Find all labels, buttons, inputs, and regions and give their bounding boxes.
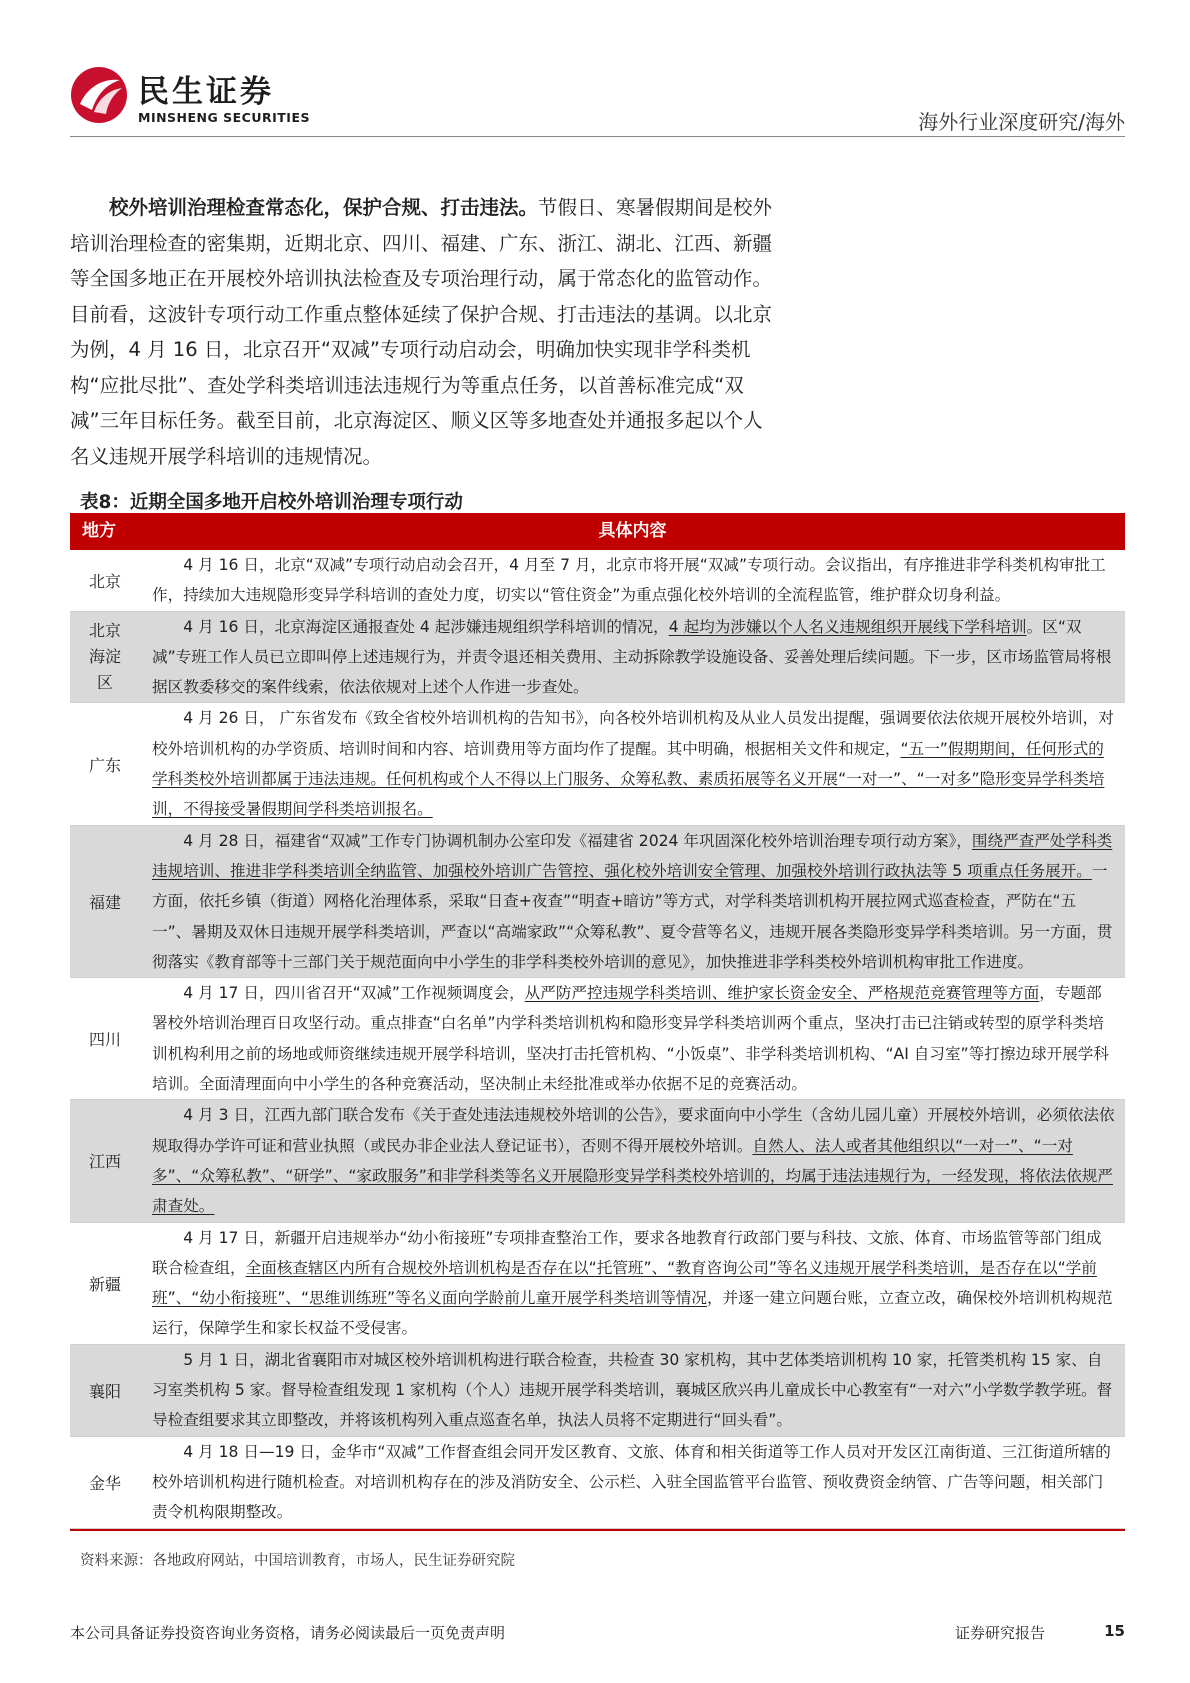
table-row [70,826,1125,978]
content-text-post: 。区“双减”专班工作人员已立即叫停上述违规行为，并责令退还相关费用、主动拆除教学设施设备、妥善处理后续问题。下一步，区市场监管局将根据区教委移交的案件线索，依法依规对上述个人作进一步查处。 [152,617,1112,697]
content-cell [70,703,1125,824]
page-header [70,64,1125,138]
table-bottom-rule [70,1529,1125,1531]
table-caption: 表8：近期全国多地开启校外培训治理专项行动 [80,492,463,513]
table-row [70,1345,1125,1437]
content-cell [70,612,1125,703]
header-content: 具体内容 [598,521,667,541]
policy-table [70,513,1125,1531]
table-row [70,1100,1125,1222]
content-cell [70,1100,1125,1221]
table-row [70,1437,1125,1529]
content-text-underlined: 自然人、法人或者其他组织以“一对一”、“一对多”、“众筹私教”、“研学”、“家政服务”和非学科类等名义开展隐形变异学科类校外培训的，均属于违法违规行为，一经发现，将依法依规严肃查处。 [152,1136,1113,1216]
content-text-underlined: 4 起均为涉嫌以个人名义违规组织开展线下学科培训 [668,617,1027,636]
content-text-pre: 4 月 16 日，北京海淀区通报查处 4 起涉嫌违规组织学科培训的情况， [183,617,669,636]
table-row [70,612,1125,704]
content-text-post: ，并逐一建立问题台账，立查立改，确保校外培训机构规范运行，保障学生和家长权益不受侵害。 [152,1289,1113,1338]
body-paragraph [70,190,782,474]
logo-text-en: MINSHENG SECURITIES [138,110,310,125]
content-text-pre: 4 月 18 日—19 日，金华市“双减”工作督查组会同开发区教育、文旅、体育和相关街道等工作人员对开发区江南街道、三江街道所辖的校外培训机构进行随机检查。对培训机构存在的涉及消防安全、公示栏、入驻全国监管平台监管、预收费资金纳管、广告等问题，相关部门责令机构限期整改。 [152,1442,1111,1522]
content-text-pre: 5 月 1 日，湖北省襄阳市对城区校外培训机构进行联合检查，共检查 30 家机构，其中艺体类培训机构 10 家，托管类机构 15 家、自习室类机构 5 家。督导检查组发现 1 家机构（个人）违规开展学科类培训，襄城区欣兴冉儿童成长中心教室有“一对六”小学数学教学班。督导检查组要求其立即整改，并将该机构列入重点巡查名单，执法人员将不定期进行“回头看”。 [152,1350,1113,1430]
footer-disclaimer: 本公司具备证券投资咨询业务资格，请务必阅读最后一页免责声明 [70,1624,506,1642]
region-cell: 新疆 [88,1274,121,1294]
content-text-underlined: “五一”假期期间，任何形式的学科类校外培训都属于违法违规。任何机构或个人不得以上门服务、众筹私教、素质拓展等名义开展“一对一”、“一对多”隐形变异学科类培训，不得接受暑假期间学科类培训报名。 [152,739,1105,819]
header-divider [70,136,1125,137]
logo-mark-icon [70,66,128,124]
content-cell [70,978,1125,1099]
content-text [152,978,1115,1099]
content-text [152,1223,1115,1344]
page-number: 15 [1104,1622,1125,1640]
content-text-post: 一方面，依托乡镇（街道）网格化治理体系，采取“日查+夜查”“明查+暗访”等方式，对学科类培训机构开展拉网式巡查检查，严防在“五一”、暑期及双休日违规开展学科类培训，严查以“高端家政”“众筹私教”、夏令营等名义，违规开展各类隐形变异学科类培训。另一方面，贯彻落实《教育部等十三部门关于规范面向中小学生的非学科类校外培训的意见》，加快推进非学科类校外培训机构审批工作进度。 [152,861,1113,971]
content-text [152,612,1115,703]
paragraph-lead: 校外培训治理检查常态化，保护合规、打击违法。 [109,196,539,219]
region-cell: 福建 [88,892,121,912]
content-text-pre: 4 月 17 日，四川省召开“双减”工作视频调度会， [183,984,525,1003]
region-cell: 江西 [88,1152,121,1172]
content-text [152,1437,1115,1528]
region-cell: 四川 [88,1030,121,1050]
header-region: 地方 [82,521,116,541]
table-row [70,550,1125,612]
content-text-pre: 4 月 28 日，福建省“双减”工作专门协调机制办公室印发《福建省 2024 年巩固深化校外培训治理专项行动方案》， [183,831,972,850]
content-cell [70,1223,1125,1344]
content-text [152,1100,1115,1221]
region-cell: 北京海淀区 [88,621,121,693]
content-text-post: ，专题部署校外培训治理百日攻坚行动。重点排查“白名单”内学科类培训机构和隐形变异学科类培训两个重点，坚决打击已注销或转型的原学科类培训机构利用之前的场地或师资继续违规开展学科培训，坚决打击托管机构、“小饭桌”、非学科类培训机构、“AI 自习室”等打擦边球开展学科培训。全面清理面向中小学生的各种竞赛活动，坚决制止未经批准或举办依据不足的竞赛活动。 [152,984,1109,1094]
content-text-underlined: 围绕严查严处学科类违规培训、推进非学科类培训全纳监管、加强校外培训广告管控、强化校外培训安全管理、加强校外培训行政执法等 5 项重点任务展开。 [152,831,1113,880]
content-text [152,1345,1115,1436]
table-header [70,513,1125,550]
content-text-pre: 4 月 16 日，北京“双减”专项行动启动会召开，4 月至 7 月，北京市将开展“双减”专项行动。会议指出，有序推进非学科类机构审批工作，持续加大违规隐形变异学科培训的查处力度，切实以“管住资金”为重点强化校外培训的全流程监管，维护群众切身利益。 [152,556,1106,605]
company-logo [70,64,370,128]
content-cell [70,550,1125,611]
section-label: 海外行业深度研究/海外 [918,110,1125,134]
table-row [70,978,1125,1100]
table-source: 资料来源：各地政府网站，中国培训教育，市场人，民生证券研究院 [80,1553,515,1569]
content-text-underlined: 全面核查辖区内所有合规校外培训机构是否存在以“托管班”、“教育咨询公司”等名义违规开展学科类培训，是否存在以“学前班”、“幼小衔接班”、“思维训练班”等名义面向学龄前儿童开展学科类培训等情况 [152,1258,1097,1308]
region-cell: 北京 [88,571,121,591]
table-body [70,550,1125,1529]
content-text-pre: 4 月 17 日，新疆开启违规举办“幼小衔接班”专项排查整治工作，要求各地教育行政部门要与科技、文旅、体育、市场监管等部门组成联合检查组， [152,1228,1102,1277]
logo-text-cn: 民生证券 [138,74,274,110]
content-text [152,550,1115,611]
table-row [70,1223,1125,1345]
content-text-pre: 4 月 26 日， 广东省发布《致全省校外培训机构的告知书》，向各校外培训机构及从业人员发出提醒，强调要依法依规开展校外培训，对校外培训机构的办学资质、培训时间和内容、培训费用等方面均作了提醒。其中明确，根据相关文件和规定， [152,709,1114,758]
region-cell: 广东 [88,755,121,775]
content-cell [70,826,1125,977]
content-cell [70,1345,1125,1436]
content-text [152,826,1115,977]
content-text-underlined: 从严防严控违规学科类培训、维护家长资金安全、严格规范竞赛管理等方面 [524,984,1040,1003]
paragraph-body: 节假日、寒暑假期间是校外培训治理检查的密集期，近期北京、四川、福建、广东、浙江、湖北、江西、新疆等全国多地正在开展校外培训执法检查及专项治理行动，属于常态化的监管动作。目前看，这波针专项行动工作重点整体延续了保护合规、打击违法的基调。以北京为例，4 月 16 日，北京召开“双减”专项行动启动会，明确加快实现非学科类机构“应批尽批”、查处学科类培训违法违规行为等重点任务，以首善标准完成“双减”三年目标任务。截至目前，北京海淀区、顺义区等多地查处并通报多起以个人名义违规开展学科培训的违规情况。 [70,196,773,468]
content-text-pre: 4 月 3 日，江西九部门联合发布《关于查处违法违规校外培训的公告》，要求面向中小学生（含幼儿园儿童）开展校外培训，必须依法依规取得办学许可证和营业执照（或民办非企业法人登记证书），否则不得开展校外培训。 [152,1106,1115,1155]
region-cell: 金华 [88,1473,121,1493]
region-cell: 襄阳 [88,1381,121,1401]
footer-report-type: 证券研究报告 [954,1624,1045,1642]
content-cell [70,1437,1125,1528]
table-row [70,703,1125,825]
content-text [152,703,1115,824]
